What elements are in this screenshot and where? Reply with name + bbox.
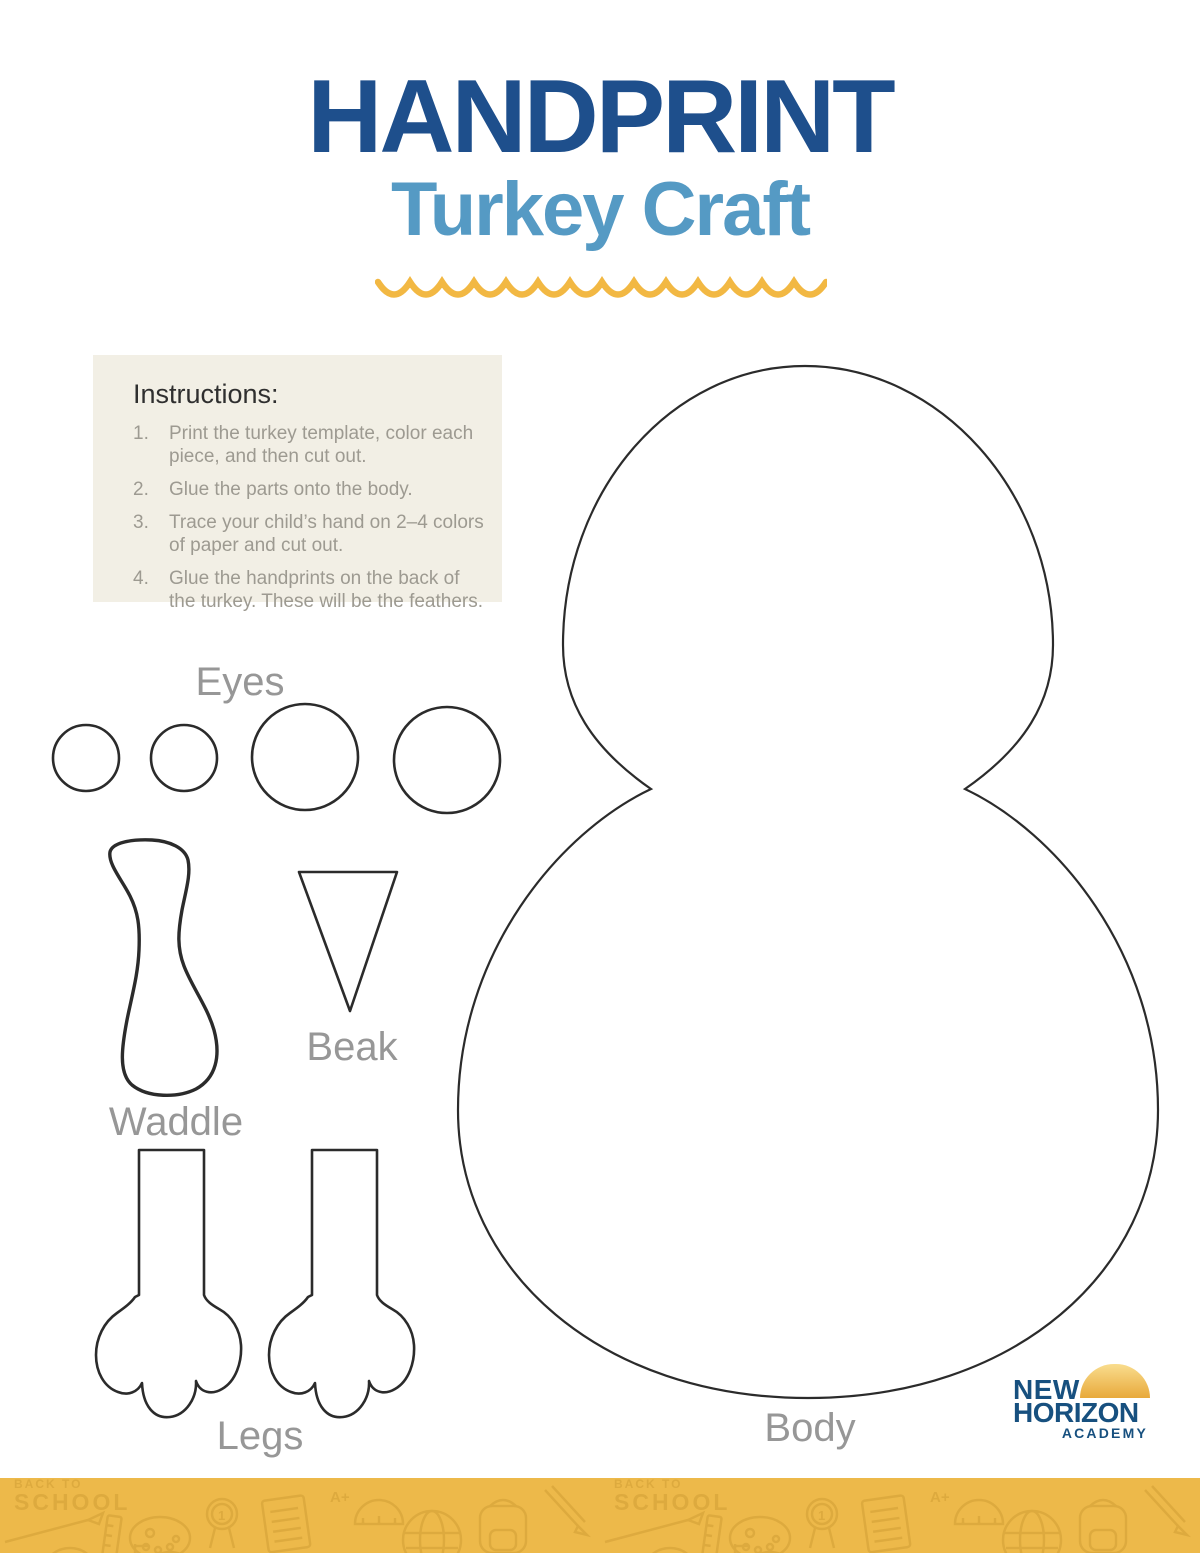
step-number: 1. [133,423,149,444]
doodle-text-aplus: A+ [330,1489,350,1506]
beak-shape [299,872,397,1011]
ruler-doodle-icon [102,1515,121,1553]
notebook-doodle-icon [262,1495,311,1552]
label-beak: Beak [306,1025,398,1069]
body-shape [458,366,1158,1398]
eye-circle-large-2 [394,707,500,813]
globe-doodle-icon [403,1511,461,1553]
pencil-doodle-icon [545,1486,587,1535]
step-number: 2. [133,479,149,500]
step-number: 3. [133,512,149,533]
doodle-text-back: BACK TO [14,1478,83,1491]
footer-doodles-icon [0,1478,1200,1553]
step-text: Glue the parts onto the body. [169,479,413,500]
palette-doodle-icon [130,1517,190,1553]
backpack-doodle-icon [480,1500,526,1553]
waddle-shape [110,840,217,1095]
eye-circle-small-1 [53,725,119,791]
label-legs: Legs [216,1414,304,1458]
logo-line-horizon: HORIZON [1013,1397,1139,1428]
page-subtitle: Turkey Craft [390,167,810,252]
svg-text:1: 1 [218,1508,226,1523]
step-text: Print the turkey template, color each piece, and then cut out. [169,423,474,467]
instructions-heading: Instructions: [133,379,279,409]
footer-band [0,1478,1200,1553]
eye-circle-small-2 [151,725,217,791]
new-horizon-academy-logo [1013,1364,1150,1444]
doodle-text-school: SCHOOL [14,1489,131,1515]
eye-circle-large-1 [252,704,358,810]
step-text: Glue the handprints on the back of the turkey. These will be the feathers. [169,568,484,612]
logo-line-academy: ACADEMY [1061,1425,1148,1441]
leg-shape-left [96,1150,241,1417]
page-title: HANDPRINT [307,59,893,175]
label-waddle: Waddle [108,1100,244,1144]
logo-line-new: NEW [1013,1374,1080,1405]
label-body: Body [764,1406,856,1450]
award-ribbon-doodle-icon [207,1499,237,1548]
paintbrush-doodle-icon [5,1513,103,1542]
step-number: 4. [133,568,149,589]
protractor-doodle-icon [355,1500,403,1524]
step-text: Trace your child’s hand on 2–4 colors of paper and cut out. [169,512,484,556]
leg-shape-right [269,1150,414,1417]
label-eyes: Eyes [195,660,285,704]
sun-icon [1080,1364,1150,1398]
